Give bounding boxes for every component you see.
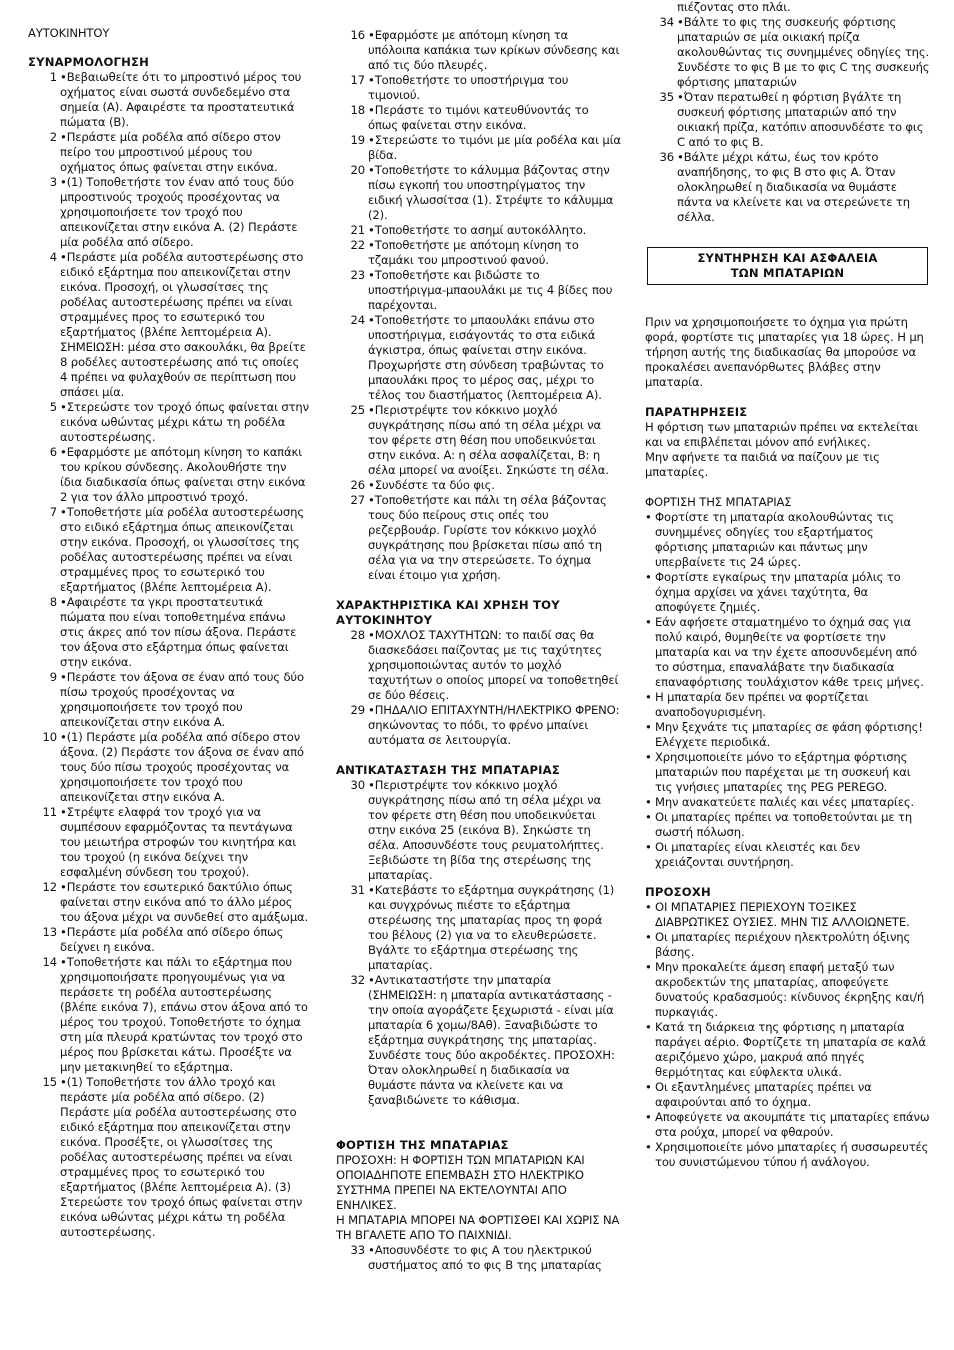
list-item <box>336 268 621 313</box>
bullet-icon: • <box>645 795 652 809</box>
list-item <box>645 0 930 15</box>
item-text: •Τοποθετήστε μία ροδέλα αυτοστερέωσης στο ειδικό εξάρτημα όπως απεικονίζεται στην εικόνα. Προσοχή, οι γλωσσίτσες της ροδέλας αυτοστερέωσης πρέπει να είναι στραμμένες προς το εσωτερικό του εξαρτήματος (βλέπε λεπτομέρεια A). <box>60 505 304 594</box>
bullet-icon: • <box>645 930 652 944</box>
list-item <box>336 703 621 748</box>
bullet-icon: • <box>645 1020 652 1034</box>
bullet-item <box>645 960 930 1020</box>
item-text: •Όταν περατωθεί η φόρτιση βγάλτε τη συσκευή φόρτισης μπαταριών από την οικιακή πρίζα, κατόπιν αποσυνδέστε το φις C από το φις B. <box>677 90 924 149</box>
list-item <box>336 223 621 238</box>
section-title-battery-replacement: ΑΝΤΙΚΑΤΑΣΤΑΣΗ ΤΗΣ ΜΠΑΤΑΡΙΑΣ <box>336 763 560 777</box>
item-text: •Τοποθετήστε και βιδώστε το υποστήριγμα-μπαουλάκι με τις 4 βίδες που παρέχονται. <box>368 268 613 312</box>
bullet-icon: • <box>645 570 652 584</box>
item-text: •Περάστε τον εσωτερικό δακτύλιο όπως φαίνεται στην εικόνα από το άλλο μέρος του άξονα μέχρι να συνδεθεί στο αμάξωμα. <box>60 880 309 924</box>
bullet-item <box>645 810 930 840</box>
bullet-icon: • <box>645 750 652 764</box>
bullet-icon: • <box>645 690 652 704</box>
item-text: •(1) Τοποθετήστε τον άλλο τροχό και περάστε μία ροδέλα από σίδερο. (2) Περάστε μία ροδέλα αυτοστερέωσης στο ειδικό εξάρτημα που απεικονίζεται στην εικόνα. Προσέξτε, οι γλωσσίτσες της ροδέλας αυτοστερέωσης πρέπει να είναι στραμμένες προς το εσωτερικό του εξαρτήματος (βλέπε λεπτομέρεια A). (3) Στερεώστε τον τροχό όπως φαίνεται στην εικόνα ωθώντας μέχρι κάτω τη ροδέλα αυτοστερέωσης. <box>60 1075 303 1239</box>
list-item <box>28 130 310 175</box>
item-number: 21 <box>350 223 365 237</box>
item-number: 36 <box>659 150 674 164</box>
list-item <box>336 28 621 73</box>
item-number: 10 <box>42 730 57 744</box>
list-item <box>336 478 621 493</box>
item-text: •Αντικαταστήστε την μπαταρία (ΣΗΜΕΙΩΣΗ: η μπαταρία αντικατάστασης - την οποία αγοράζετε ξεχωριστά - είναι μία μπαταρία 6 χομω/8Αθ). Ξαναβιδώστε το εξάρτημα συγκράτησης της μπαταρίας. Συνδέστε τους δύο ακροδέκτες. ΠΡΟΣΟΧΗ: Όταν ολοκληρωθεί η διαδικασία να θυμάστε πάντα να κλείνετε και να ξαναβιδώνετε το κάθισμα. <box>368 973 615 1107</box>
bullet-text: Οι μπαταρίες περιέχουν ηλεκτρολύτη όξινης βάσης. <box>655 930 911 959</box>
bullet-text: Εάν αφήσετε σταματημένο το όχημά σας για πολύ καιρό, θυμηθείτε να φορτίσετε την μπαταρία και να την έχετε αποσυνδεμένη από το σύστημα, επαναλάβατε την διαδικασία επαναφόρτισης τουλάχιστον κάθε τρεις μήνες. <box>655 615 924 689</box>
list-item <box>28 925 310 955</box>
item-text: •Τοποθετήστε το κάλυμμα βάζοντας στην πίσω εγκοπή του υποστηρίγματος την ειδική γλωσσίτσα (1). Στρέψτε το κάλυμμα (2). <box>368 163 614 222</box>
bullet-item <box>645 690 930 720</box>
item-number: 19 <box>350 133 365 147</box>
item-text: •ΠΗΔΑΛΙΟ ΕΠΙΤΑΧΥΝΤΗ/ΗΛΕΚΤΡΙΚΟ ΦΡΕΝΟ: σηκώνοντας το πόδι, το φρένο μπαίνει αυτόματα σε λειτουργία. <box>368 703 620 747</box>
section-title-features: ΧΑΡΑΚΤΗΡΙΣΤΙΚΑ ΚΑΙ ΧΡΗΣΗ ΤΟΥ ΑΥΤΟΚΙΝΗΤΟΥ <box>336 598 560 627</box>
item-number: 3 <box>49 175 57 189</box>
list-item <box>28 400 310 445</box>
item-number: 25 <box>350 403 365 417</box>
list-item <box>28 880 310 925</box>
item-text: •Περιστρέψτε τον κόκκινο μοχλό συγκράτησης πίσω από τη σέλα μέχρι να τον φέρετε στη θέση που υποδεικνύεται στην εικόνα. A: η σέλα ασφαλίζεται, B: η σέλα μπορεί να ανοίξει. Σηκώστε τη σέλα. <box>368 403 609 477</box>
item-text: •Στρέψτε ελαφρά τον τροχό για να συμπέσουν εφαρμόζοντας τα πεντάγωνα του μειωτήρα στροφών του κινητήρα και του τροχού (η εικόνα δείχνει την εσφαλμένη σύνδεση του τροχού). <box>60 805 296 879</box>
item-number: 1 <box>49 70 57 84</box>
item-number: 30 <box>350 778 365 792</box>
item-text: •Αποσυνδέστε το φις A του ηλεκτρικού συστήματος από το φις B της μπαταρίας <box>368 1243 602 1272</box>
list-item <box>28 445 310 505</box>
item-number: 2 <box>49 130 57 144</box>
bullet-icon: • <box>645 900 652 914</box>
bullet-text: Μην προκαλείτε άμεση επαφή μεταξύ των ακροδεκτών της μπαταρίας, αποφεύγετε δυνατούς κραδασμούς: κίνδυνος έκρηξης και/ή πυρκαγιάς. <box>655 960 925 1019</box>
item-text: •Στερεώστε το τιμόνι με μία ροδέλα και μία βίδα. <box>368 133 621 162</box>
notes-paragraph-2: Μην αφήνετε τα παιδιά να παίζουν με τις μπαταρίες. <box>645 450 880 479</box>
bullet-item <box>645 840 930 870</box>
bullet-item <box>645 1080 930 1110</box>
list-item <box>28 730 310 805</box>
list-item <box>645 15 930 90</box>
item-number: 15 <box>42 1075 57 1089</box>
item-number: 16 <box>350 28 365 42</box>
list-item <box>336 778 621 883</box>
charging-bullets-list <box>645 510 930 870</box>
list-item <box>28 70 310 130</box>
item-number: 33 <box>350 1243 365 1257</box>
item-number: 4 <box>49 250 57 264</box>
item-text: •Περάστε μία ροδέλα από σίδερο στον πείρο του μπροστινού μέρους του οχήματος όπως φαίνεται στην εικόνα. <box>60 130 281 174</box>
bullet-icon: • <box>645 1110 652 1124</box>
caution-bullets-list <box>645 900 930 1170</box>
item-number: 31 <box>350 883 365 897</box>
list-item <box>336 973 621 1108</box>
list-item <box>336 73 621 103</box>
item-number: 9 <box>49 670 57 684</box>
list-item <box>336 883 621 973</box>
item-number: 18 <box>350 103 365 117</box>
maintenance-intro: Πριν να χρησιμοποιήσετε το όχημα για πρώτη φορά, φορτίστε τις μπαταρίες για 18 ώρες. Η μη τήρηση αυτής της διαδικασίας θα μπορούσε να προκαλέσει ανεπανόρθωτες βλάβες στην μπαταρία. <box>645 315 924 389</box>
item-number: 34 <box>659 15 674 29</box>
maintenance-title-box <box>647 247 928 285</box>
item-number: 7 <box>49 505 57 519</box>
list-item <box>28 1075 310 1240</box>
bullet-icon: • <box>645 720 652 734</box>
item-number: 29 <box>350 703 365 717</box>
item-number: 22 <box>350 238 365 252</box>
item-text: •Βάλτε το φις της συσκευής φόρτισης μπαταριών σε μία οικιακή πρίζα ακολουθώντας τις συνημμένες οδηγίες της. Συνδέστε το φις B με το φις C της συσκευής φόρτισης μπαταριών <box>677 15 930 89</box>
bullet-text: Αποφεύγετε να ακουμπάτε τις μπαταρίες επάνω στα ρούχα, μπορεί να φθαρούν. <box>655 1110 930 1139</box>
section-title-assembly: ΣΥΝΑΡΜΟΛΟΓΗΣΗ <box>28 55 150 69</box>
bullet-icon: • <box>645 510 652 524</box>
bullet-item <box>645 795 930 810</box>
list-item <box>645 150 930 225</box>
bullet-text: Μην ανακατεύετε παλιές και νέες μπαταρίες. <box>655 795 915 809</box>
item-number: 11 <box>42 805 57 819</box>
item-number: 13 <box>42 925 57 939</box>
section-title-notes: ΠΑΡΑΤΗΡΗΣΕΙΣ <box>645 405 748 419</box>
bullet-text: Οι μπαταρίες είναι κλειστές και δεν χρειάζονται συντήρηση. <box>655 840 860 869</box>
section-title-battery-charging: ΦΟΡΤΙΣΗ ΤΗΣ ΜΠΑΤΑΡΙΑΣ <box>336 1138 509 1152</box>
list-item <box>645 90 930 150</box>
charging-steps-list <box>336 1243 621 1273</box>
bullet-text: Οι μπαταρίες πρέπει να τοποθετούνται με τη σωστή πόλωση. <box>655 810 913 839</box>
bullet-item <box>645 930 930 960</box>
bullet-text: Κατά τη διάρκεια της φόρτισης η μπαταρία παράγει αέριο. Φορτίζετε τη μπαταρία σε καλά αεριζόμενο χώρο, μακρυά από πηγές θερμότητας και εύφλεκτα υλικά. <box>655 1020 926 1079</box>
item-text: •Τοποθετήστε και πάλι το εξάρτημα που χρησιμοποιήσατε προηγουμένως για να περάσετε τη ροδέλα αυτοστερέωσης (βλέπε εικόνα 7), επάνω στον άξονα από το μέρος του τροχού. Τοποθετήστε το όχημα στη μία πλευρά κρατώντας τον τροχό στο μέρος που βρίσκεται κάτω. Προσέξτε να μην μετακινηθεί το εξάρτημα. <box>60 955 308 1074</box>
section-title-charging: ΦΟΡΤΙΣΗ ΤΗΣ ΜΠΑΤΑΡΙΑΣ <box>645 495 792 509</box>
item-text: •Τοποθετήστε το μπαουλάκι επάνω στο υποστήριγμα, εισάγοντάς το στα ειδικά άγκιστρα, όπως φαίνεται στην εικόνα. Προχωρήστε στη σύνδεση τραβώντας το μπαουλάκι προς το μέρος σας, μέχρι το τέλος του διαστήματος (λεπτομέρεια A). <box>368 313 604 402</box>
item-text: •Τοποθετήστε το ασημί αυτοκόλλητο. <box>368 223 587 237</box>
bullet-text: Η μπαταρία δεν πρέπει να φορτίζεται αναποδογυρισμένη. <box>655 690 869 719</box>
item-text: •(1) Τοποθετήστε τον έναν από τους δύο μπροστινούς τροχούς προσέχοντας να χρησιμοποιήσετε τον τροχό που απεικονίζεται στην εικόνα A. (2) Περάστε μία ροδέλα από σίδερο. <box>60 175 298 249</box>
list-item <box>28 670 310 730</box>
item-text: •Στερεώστε τον τροχό όπως φαίνεται στην εικόνα ωθώντας μέχρι κάτω τη ροδέλα αυτοστερέωσης. <box>60 400 309 444</box>
bullet-item <box>645 720 930 750</box>
column-3 <box>645 0 930 1170</box>
bullet-icon: • <box>645 810 652 824</box>
assembly-steps-list <box>28 70 310 1240</box>
bullet-item <box>645 1020 930 1080</box>
item-text: •Συνδέστε τα δύο φις. <box>368 478 495 492</box>
charging-steps-continued <box>645 0 930 225</box>
item-number: 8 <box>49 595 57 609</box>
item-text: •Περάστε το τιμόνι κατευθύνοντάς το όπως φαίνεται στην εικόνα. <box>368 103 589 132</box>
bullet-icon: • <box>645 960 652 974</box>
list-item <box>336 163 621 223</box>
bullet-item <box>645 1110 930 1140</box>
bullet-text: Μην ξεχνάτε τις μπαταρίες σε φάση φόρτισης! Ελέγχετε περιοδικά. <box>655 720 923 749</box>
bullet-item <box>645 1140 930 1170</box>
bullet-text: Φορτίστε εγκαίρως την μπαταρία μόλις το όχημα αρχίσει να χάνει ταχύτητα, θα αποφύγετε ζημιές. <box>655 570 901 614</box>
item-number: 17 <box>350 73 365 87</box>
item-text: •ΜΟΧΛΟΣ ΤΑΧΥΤΗΤΩΝ: το παιδί σας θα διασκεδάσει παίζοντας με τις ταχύτητες χρησιμοποιώντας αυτόν το μοχλό ταχυτήτων ο οποίος μπορεί να τοποθετηθεί σε δύο θέσεις. <box>368 628 619 702</box>
list-item <box>28 175 310 250</box>
item-number: 23 <box>350 268 365 282</box>
item-number: 14 <box>42 955 57 969</box>
item-number <box>645 0 677 15</box>
bullet-item <box>645 900 930 930</box>
item-number: 12 <box>42 880 57 894</box>
item-number: 6 <box>49 445 57 459</box>
item-number: 26 <box>350 478 365 492</box>
bullet-item <box>645 570 930 615</box>
box-title-line-1: ΣΥΝΤΗΡΗΣΗ ΚΑΙ ΑΣΦΑΛΕΙΑ <box>697 251 878 265</box>
list-item <box>336 1243 621 1273</box>
page-header: ΑΥΤΟΚΙΝΗΤΟΥ <box>28 26 110 40</box>
item-text: •(1) Περάστε μία ροδέλα από σίδερο στον άξονα. (2) Περάστε τον άξονα σε έναν από τους δύο πίσω τροχούς προσέχοντας να χρησιμοποιήσετε τον τροχό που απεικονίζεται στην εικόνα A. <box>60 730 304 804</box>
item-number: 20 <box>350 163 365 177</box>
item-text: •Τοποθετήστε το υποστήριγμα του τιμονιού. <box>368 73 569 102</box>
list-item <box>336 133 621 163</box>
item-text: •Τοποθετήστε και πάλι τη σέλα βάζοντας τους δύο πείρους στις οπές του ρεζερβουάρ. Γυρίστε τον κόκκινο μοχλό συγκράτησης που βρίσκεται πίσω από τη σέλα για να την στερεώσετε. Το όχημα είναι έτοιμο για χρήση. <box>368 493 607 582</box>
battery-replacement-list <box>336 778 621 1108</box>
item-number: 28 <box>350 628 365 642</box>
bullet-item <box>645 750 930 795</box>
item-text: •Βεβαιωθείτε ότι το μπροστινό μέρος του οχήματος είναι σωστά συνδεδεμένο στα σημεία (A). Αφαιρέστε τα προστατευτικά πώματα (B). <box>60 70 302 129</box>
item-number: 24 <box>350 313 365 327</box>
item-text: •Βάλτε μέχρι κάτω, έως τον κρότο αναπήδησης, το φις B στο φις A. Όταν ολοκληρωθεί η διαδικασία να θυμάστε πάντα να κλείνετε και να στερεώνετε τη σέλλα. <box>677 150 910 224</box>
section-title-caution: ΠΡΟΣΟΧΗ <box>645 885 711 899</box>
charging-warning-1: ΠΡΟΣΟΧΗ: Η ΦΟΡΤΙΣΗ ΤΩΝ ΜΠΑΤΑΡΙΩΝ ΚΑΙ ΟΠΟΙΑΔΗΠΟΤΕ ΕΠΕΜΒΑΣΗ ΣΤΟ ΗΛΕΚΤΡΙΚΟ ΣΥΣΤΗΜΑ ΠΡΕΠΕΙ ΝΑ ΕΚΤΕΛΟΥΝΤΑΙ ΑΠΟ ΕΝΗΛΙΚΕΣ. <box>336 1153 585 1212</box>
item-text: •Κατεβάστε το εξάρτημα συγκράτησης (1) και συγχρόνως πιέστε το εξάρτημα στερέωσης της μπαταρίας προς τη φορά του βέλους (2) για να το ελευθερώσετε. Βγάλτε το εξάρτημα στερέωσης της μπαταρίας. <box>368 883 615 972</box>
bullet-text: Φορτίστε τη μπαταρία ακολουθώντας τις συνημμένες οδηγίες του εξαρτήματος φόρτισης μπαταριών και πάντως μην υπερβαίνετε τις 24 ώρες. <box>655 510 894 569</box>
item-text: •Εφαρμόστε με απότομη κίνηση το καπάκι του κρίκου σύνδεσης. Ακολουθήστε την ίδια διαδικασία όπως φαίνεται στην εικόνα 2 για τον άλλο μπροστινό τροχό. <box>60 445 306 504</box>
notes-paragraph-1: Η φόρτιση των μπαταριών πρέπει να εκτελείται και να επιβλέπεται μόνον από ενήλικες. <box>645 420 919 449</box>
item-text: •Περάστε μία ροδέλα από σίδερο όπως δείχνει η εικόνα. <box>60 925 284 954</box>
bullet-icon: • <box>645 615 652 629</box>
list-item <box>28 505 310 595</box>
item-text: •Αφαιρέστε τα γκρι προστατευτικά πώματα που είναι τοποθετημένα επάνω στις άκρες από τον πίσω άξονα. Περάστε τον άξονα στο εξάρτημα όπως φαίνεται στην εικόνα. <box>60 595 297 669</box>
item-number: 35 <box>659 90 674 104</box>
item-text: •Περιστρέψτε τον κόκκινο μοχλό συγκράτησης πίσω από τη σέλα μέχρι να τον φέρετε στη θέση που υποδεικνύεται στην εικόνα 25 (εικόνα B). Σηκώστε τη σέλα. Αποσυνδέστε τους ρευματολήπτες. Ξεβιδώστε τη βίδα της στερέωσης της μπαταρίας. <box>368 778 604 882</box>
bullet-text: ΟΙ ΜΠΑΤΑΡΙΕΣ ΠΕΡΙΕΧΟΥΝ ΤΟΞΙΚΕΣ ΔΙΑΒΡΩΤΙΚΕΣ ΟΥΣΙΕΣ. ΜΗΝ ΤΙΣ ΑΛΛΟΙΩΝΕΤΕ. <box>655 900 910 929</box>
list-item <box>336 313 621 403</box>
list-item <box>336 403 621 478</box>
item-number: 32 <box>350 973 365 987</box>
list-item <box>28 595 310 670</box>
bullet-icon: • <box>645 1080 652 1094</box>
item-number: 27 <box>350 493 365 507</box>
item-text: •Τοποθετήστε με απότομη κίνηση το τζαμάκι του μπροστινού φανού. <box>368 238 579 267</box>
assembly-steps-continued <box>336 28 621 583</box>
bullet-text: Οι εξαντλημένες μπαταρίες πρέπει να αφαιρούνται από το όχημα. <box>655 1080 872 1109</box>
column-1 <box>28 26 310 1240</box>
list-item <box>28 805 310 880</box>
bullet-text: Χρησιμοποιείτε μόνο μπαταρίες ή συσσωρευτές του συνιστώμενου τύπου ή ανάλογου. <box>655 1140 929 1169</box>
box-title-line-2: ΤΩΝ ΜΠΑΤΑΡΙΩΝ <box>730 266 845 280</box>
bullet-icon: • <box>645 1140 652 1154</box>
item-text: πιέζοντας στο πλάι. <box>677 0 791 14</box>
features-list <box>336 628 621 748</box>
item-text: •Περάστε μία ροδέλα αυτοστερέωσης στο ειδικό εξάρτημα που απεικονίζεται στην εικόνα. Προσοχή, οι γλωσσίτσες της ροδέλας αυτοστερέωσης πρέπει να είναι στραμμένες προς το εσωτερικό του εξαρτήματος (βλέπε λεπτομέρεια A). ΣΗΜΕΙΩΣΗ: μέσα στο σακουλάκι, θα βρείτε 8 ροδέλες αυτοστερέωσης από τις οποίες 4 πρέπει να φυλαχθούν σε περίπτωση που σπάσει μία. <box>60 250 306 399</box>
item-text: •Εφαρμόστε με απότομη κίνηση τα υπόλοιπα καπάκια των κρίκων σύνδεσης και από τις δύο πλευρές. <box>368 28 620 72</box>
bullet-icon: • <box>645 840 652 854</box>
bullet-item <box>645 510 930 570</box>
column-2 <box>336 28 621 1273</box>
charging-warning-2: Η ΜΠΑΤΑΡΙΑ ΜΠΟΡΕΙ ΝΑ ΦΟΡΤΙΣΘΕΙ ΚΑΙ ΧΩΡΙΣ ΝΑ ΤΗ ΒΓΑΛΕΤΕ ΑΠΟ ΤΟ ΠΑΙΧΝΙΔΙ. <box>336 1213 620 1242</box>
bullet-item <box>645 615 930 690</box>
list-item <box>336 493 621 583</box>
item-text: •Περάστε τον άξονα σε έναν από τους δύο πίσω τροχούς προσέχοντας να χρησιμοποιήσετε τον τροχό που απεικονίζεται στην εικόνα A. <box>60 670 304 729</box>
item-number: 5 <box>49 400 57 414</box>
list-item <box>28 955 310 1075</box>
bullet-text: Χρησιμοποιείτε μόνο το εξάρτημα φόρτισης μπαταριών που παρέχεται με τη συσκευή και τις γνήσιες μπαταρίες της PEG PEREGO. <box>655 750 911 794</box>
list-item <box>336 238 621 268</box>
list-item <box>336 103 621 133</box>
list-item <box>336 628 621 703</box>
list-item <box>28 250 310 400</box>
